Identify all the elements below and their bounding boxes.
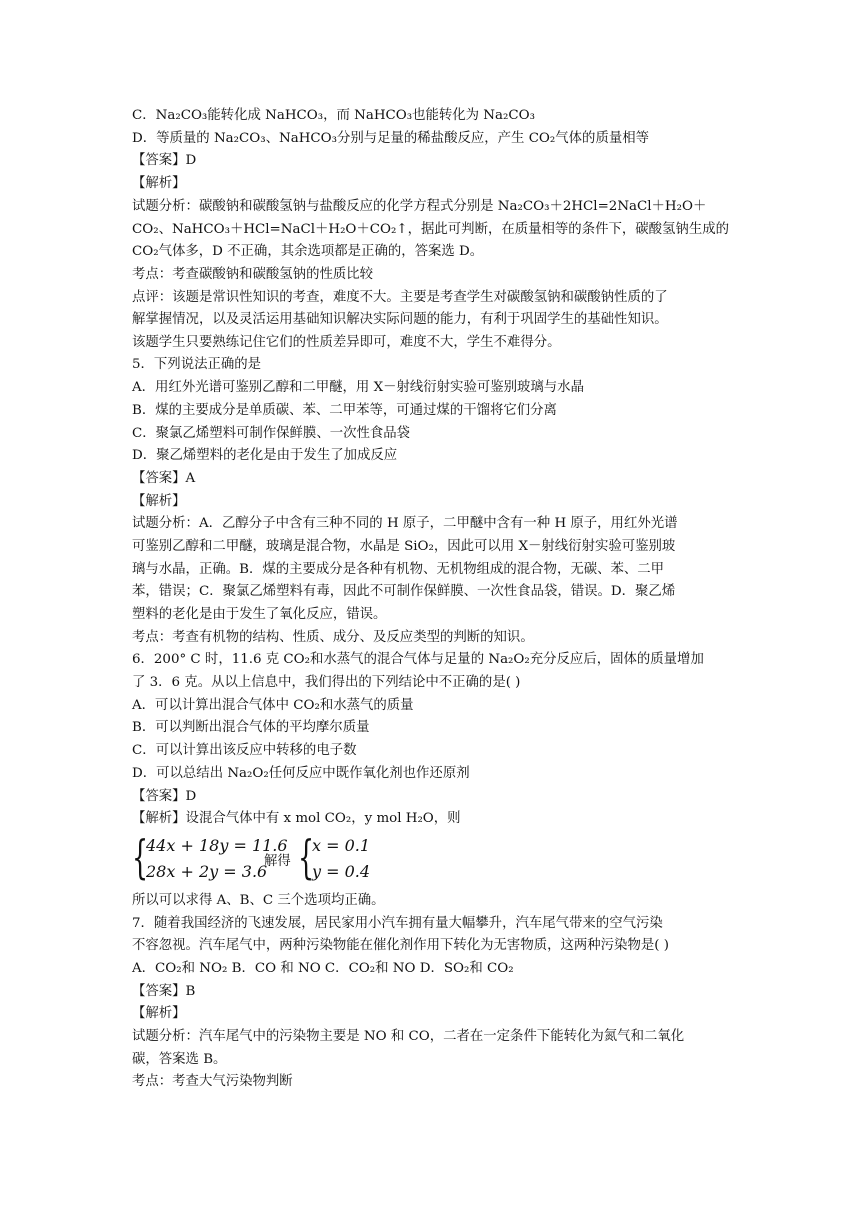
text-line: 【答案】D — [132, 153, 197, 168]
text-line: 可鉴别乙醇和二甲醚，玻璃是混合物，水晶是 SiO₂，因此可以用 X－射线衍射实验可鉴别玻 — [132, 539, 676, 554]
text-line: 点评：该题是常识性知识的考查，难度不大。主要是考查学生对碳酸氢钠和碳酸钠性质的了 — [132, 290, 668, 305]
text-line: 【解析】 — [132, 176, 186, 191]
text-line: 试题分析：A．乙醇分子中含有三种不同的 H 原子，二甲醚中含有一种 H 原子，用红外光谱 — [132, 516, 678, 531]
text-line: 考点：考查大气污染物判断 — [132, 1074, 293, 1089]
solution-1: x = 0.1 — [312, 836, 371, 855]
option-d: D．可以总结出 Na₂O₂任何反应中既作氧化剂也作还原剂 — [132, 766, 470, 781]
answer-line: 【答案】D — [132, 789, 197, 804]
option-b: B．可以判断出混合气体的平均摩尔质量 — [132, 720, 370, 735]
text-line: 了 3．6 克。从以上信息中，我们得出的下列结论中不正确的是( ) — [132, 675, 521, 690]
option-a: A．可以计算出混合气体中 CO₂和水蒸气的质量 — [132, 698, 414, 713]
equation-system — [132, 832, 432, 886]
option-a: A．用红外光谱可鉴别乙醇和二甲醚，用 X－射线衍射实验可鉴别玻璃与水晶 — [132, 380, 584, 395]
text-line: 该题学生只要熟练记住它们的性质差异即可，难度不大，学生不难得分。 — [132, 335, 561, 350]
text-line: D．等质量的 Na₂CO₃、NaHCO₃分别与足量的稀盐酸反应，产生 CO₂气体的质量相等 — [132, 131, 650, 146]
text-line: 苯，错误；C．聚氯乙烯塑料有毒，因此不可制作保鲜膜、一次性食品袋，错误。D．聚乙烯 — [132, 584, 676, 599]
solution-2: y = 0.4 — [312, 862, 371, 881]
text-line: 不容忽视。汽车尾气中，两种污染物能在催化剂作用下转化为无害物质，这两种污染物是( ) — [132, 938, 669, 953]
text-line: 考点：考查碳酸钠和碳酸氢钠的性质比较 — [132, 267, 374, 282]
answer-line: 【答案】B — [132, 984, 196, 999]
text-line: CO₂、NaHCO₃＋HCl=NaCl＋H₂O＋CO₂↑，据此可判断，在质量相等的条件下，碳酸氢钠生成的 — [132, 222, 729, 237]
option-b: B．煤的主要成分是单质碳、苯、二甲苯等，可通过煤的干馏将它们分离 — [132, 403, 557, 418]
question-5-stem: 5．下列说法正确的是 — [132, 357, 262, 372]
text-line: 碳，答案选 B。 — [132, 1052, 227, 1067]
text-line: 塑料的老化是由于发生了氧化反应，错误。 — [132, 607, 387, 622]
analysis-heading: 【解析】 — [132, 494, 186, 509]
text-line: 试题分析：碳酸钠和碳酸氢钠与盐酸反应的化学方程式分别是 Na₂CO₃＋2HCl=2NaCl＋H₂O＋ — [132, 199, 707, 214]
text-line: 试题分析：汽车尾气中的污染物主要是 NO 和 CO，二者在一定条件下能转化为氮气和二氧化 — [132, 1029, 685, 1044]
equation-1: 44x + 18y = 11.6 — [146, 836, 288, 855]
text-line: 璃与水晶，正确。B．煤的主要成分是各种有机物、无机物组成的混合物，无碳、苯、二甲 — [132, 562, 665, 577]
text-line: C．Na₂CO₃能转化成 NaHCO₃，而 NaHCO₃也能转化为 Na₂CO₃ — [132, 108, 535, 123]
option-c: C．聚氯乙烯塑料可制作保鲜膜、一次性食品袋 — [132, 426, 411, 441]
question-6-stem: 6．200° C 时，11.6 克 CO₂和水蒸气的混合气体与足量的 Na₂O₂充分反应后，固体的质量增加 — [132, 652, 704, 667]
solve-label: 解得 — [264, 854, 291, 869]
analysis-line: 【解析】设混合气体中有 x mol CO₂，y mol H₂O，则 — [132, 811, 461, 826]
analysis-heading: 【解析】 — [132, 1006, 186, 1021]
text-line: 所以可以求得 A、B、C 三个选项均正确。 — [132, 893, 385, 908]
option-c: C．可以计算出该反应中转移的电子数 — [132, 743, 357, 758]
equation-2: 28x + 2y = 3.6 — [146, 862, 268, 881]
question-7-stem: 7．随着我国经济的飞速发展，居民家用小汽车拥有量大幅攀升，汽车尾气带来的空气污染 — [132, 916, 663, 931]
answer-line: 【答案】A — [132, 471, 196, 486]
options-line: A．CO₂和 NO₂ B．CO 和 NO C．CO₂和 NO D．SO₂和 CO₂ — [132, 961, 514, 976]
text-line: CO₂气体多，D 不正确，其余选项都是正确的，答案选 D。 — [132, 244, 484, 259]
text-line: 考点：考查有机物的结构、性质、成分、及反应类型的判断的知识。 — [132, 630, 534, 645]
left-brace: { — [132, 830, 149, 884]
right-system-brace: { — [298, 830, 315, 884]
text-line: 解掌握情况，以及灵活运用基础知识解决实际问题的能力，有利于巩固学生的基础性知识。 — [132, 312, 668, 327]
option-d: D．聚乙烯塑料的老化是由于发生了加成反应 — [132, 448, 398, 463]
